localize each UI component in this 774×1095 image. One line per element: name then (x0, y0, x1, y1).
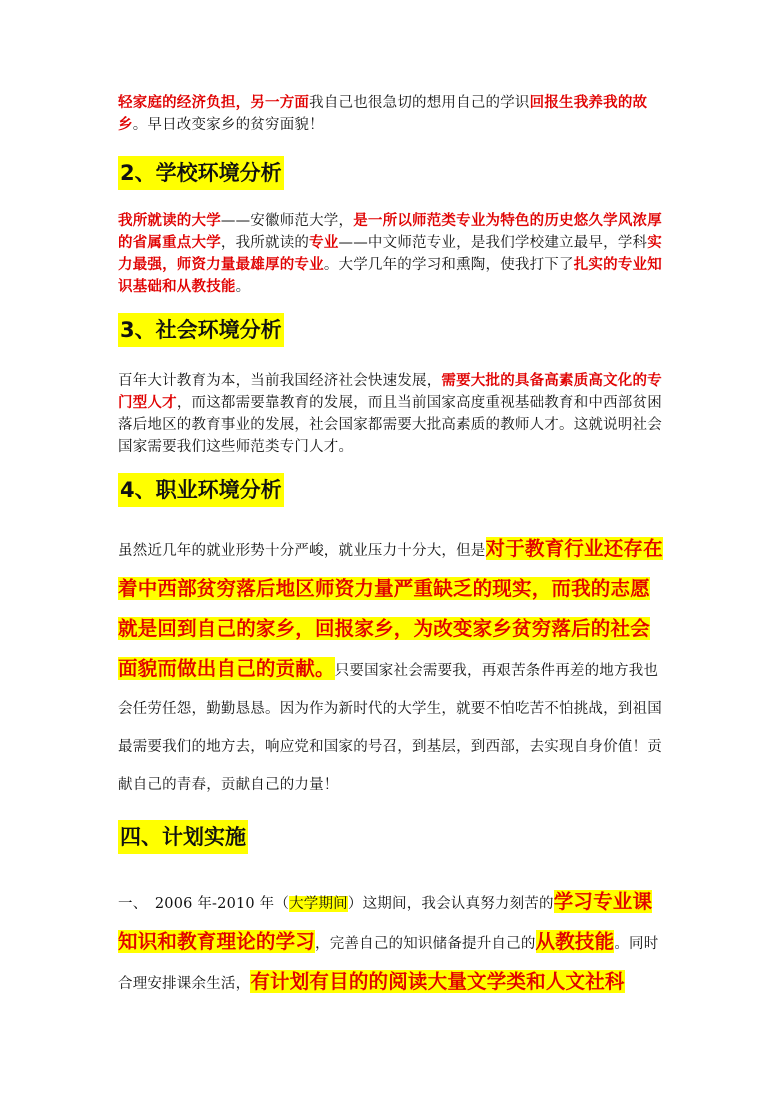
text-red-highlight: 学习专业课知识和教育理论的学习 (118, 890, 653, 953)
text-plain: ，而这都需要靠教育的发展，而且当前国家高度重视基础教育和中西部贫困落后地区的教育事业的发展，社会国家都需要大批高素质的教师人才。这就说明社会国家需要我们这些师范类专门人才。 (118, 395, 662, 455)
text-plain: 。早日改变家乡的贫穷面貌！ (132, 117, 324, 133)
text-plain: ）这期间，我会认真努力刻苦的 (347, 896, 554, 912)
text-plain: 一、 2006 年-2010 年（ (118, 896, 290, 912)
text-plain: 只要国家社会需要我，再艰苦条件再差的地方我也会任劳任怨，勤勤恳恳。因为作为新时代的大学生，就要不怕吃苦不怕挑战，到祖国最需要我们的地方去，响应党和国家的号召，到基层，到西部，去实现自身价值！贡献自己的青春，贡献自己的力量！ (118, 663, 662, 793)
text-red-highlight: 从教技能 (535, 930, 615, 953)
heading-plan-implementation: 四、计划实施 (118, 820, 248, 854)
text-red: 专业 (309, 235, 339, 251)
text-red: 需要大批的具备高素质高文化的专门型人才 (118, 373, 662, 411)
heading-society-environment: 3、社会环境分析 (118, 313, 284, 347)
text-highlight: 大学期间 (289, 896, 348, 912)
text-red: 我所就读的大学 (118, 213, 221, 229)
text-plain: 虽然近几年的就业形势十分严峻，就业压力十分大，但是 (118, 543, 486, 559)
paragraph-plan (118, 883, 663, 1003)
text-plain: ——中文师范专业，是我们学校建立最早，学科 (338, 235, 648, 251)
text-plain: ，我所就读的 (220, 235, 310, 251)
paragraph-career (118, 530, 663, 804)
text-red-highlight: 对于教育行业还存在着中西部贫穷落后地区师资力量严重缺乏的现实，而我的志愿就是回到自己的家乡，回报家乡，为改变家乡贫穷落后的社会面貌而做出自己的贡献。 (118, 537, 663, 680)
text-red: 实力最强，师资力量最雄厚的专业 (118, 235, 662, 273)
text-red: 是一所以师范类专业为特色的历史悠久学风浓厚的省属重点大学 (118, 213, 662, 251)
text-red: 另一方面 (250, 95, 310, 111)
text-plain: 。 (235, 279, 251, 295)
text-red-highlight: 有计划有目的的阅读大量文学类和人文社科 (250, 970, 625, 993)
text-plain: 我自己也很急切的想用自己的学识 (309, 95, 530, 111)
text-plain: 百年大计教育为本，当前我国经济社会快速发展， (118, 373, 442, 389)
text-red: 轻家庭的经济负担， (118, 95, 251, 111)
paragraph-family-burden (118, 92, 663, 136)
text-plain: ，完善自己的知识储备提升自己的 (315, 936, 536, 952)
text-plain: ——安徽师范大学， (220, 213, 354, 229)
heading-career-environment: 4、职业环境分析 (118, 473, 284, 507)
text-plain: 。同时合理安排课余生活， (118, 936, 659, 992)
heading-school-environment: 2、学校环境分析 (118, 156, 284, 190)
paragraph-society (118, 370, 663, 458)
text-red: 回报生我养我的故乡 (118, 95, 648, 133)
text-plain: 。大学几年的学习和熏陶，使我打下了 (323, 257, 574, 273)
text-red: 扎实的专业知识基础和从教技能 (118, 257, 662, 295)
paragraph-school (118, 210, 663, 298)
